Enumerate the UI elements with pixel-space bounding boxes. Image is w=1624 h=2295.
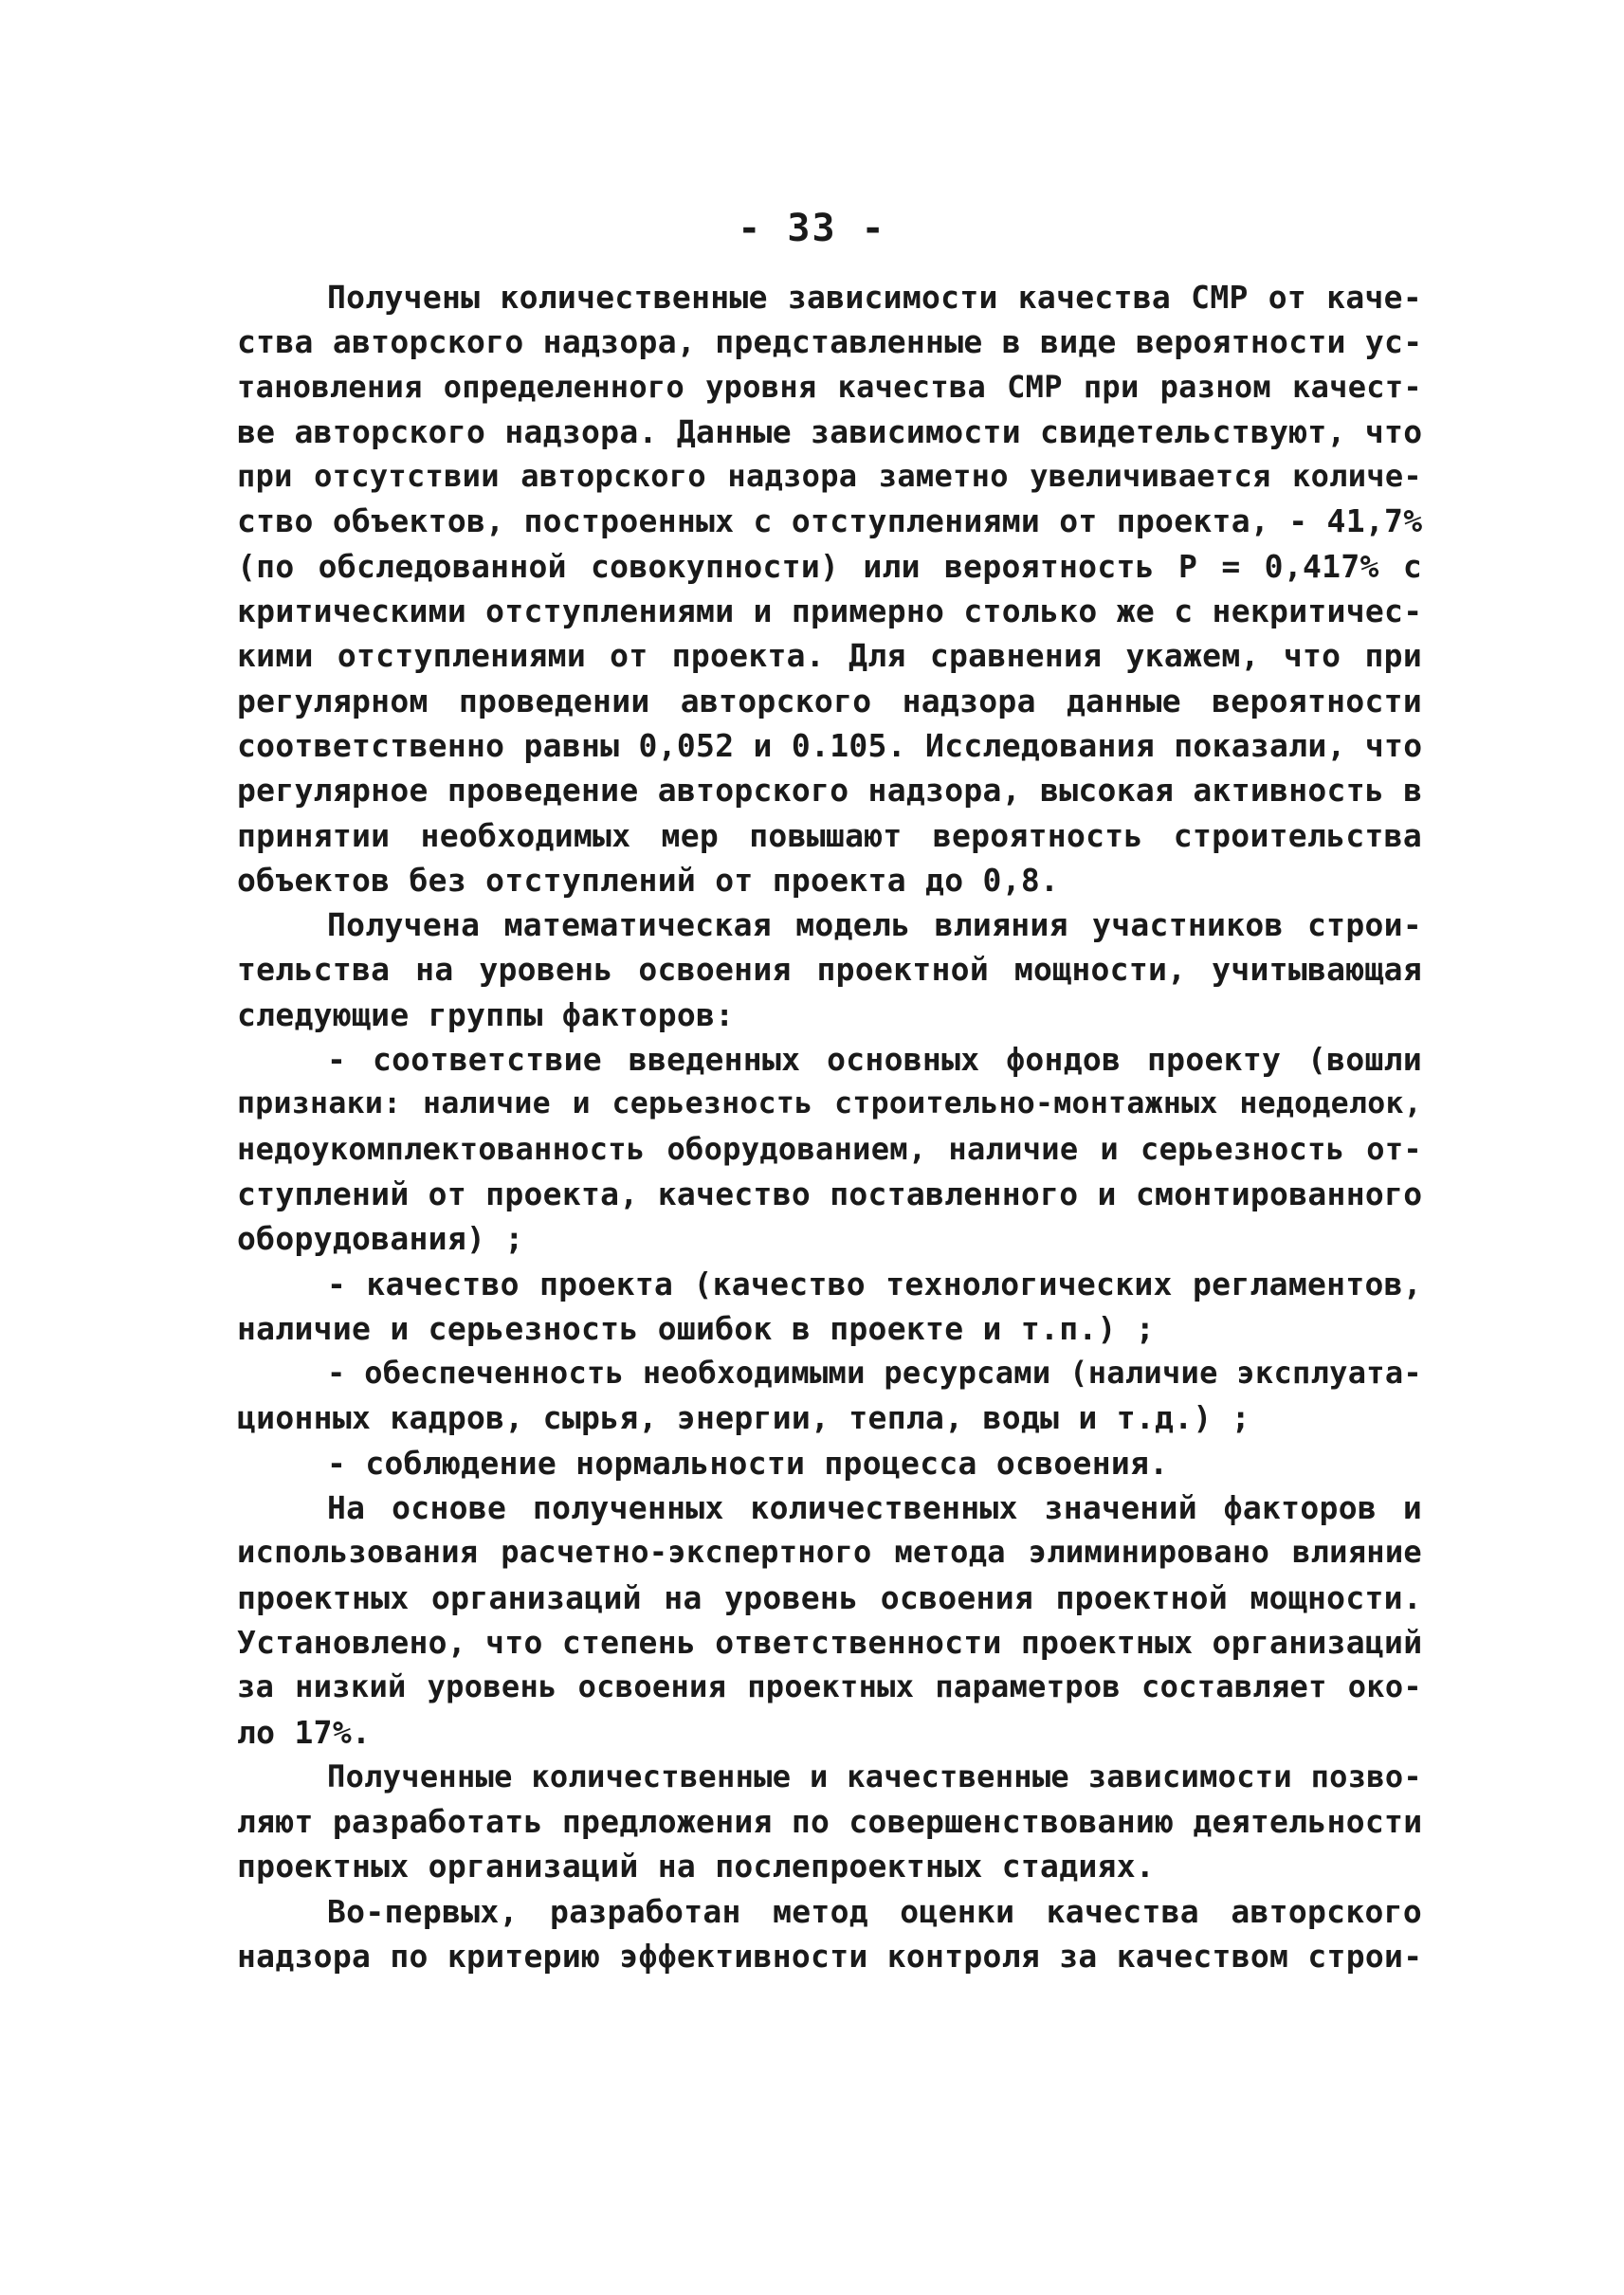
text-line: ве авторского надзора. Данные зависимости свидетельствуют, что bbox=[237, 412, 1423, 450]
text-line: ство объектов, построенных с отступлениями от проекта, - 41,7% bbox=[237, 502, 1423, 540]
text-line: наличие и серьезность ошибок в проекте и т.п.) ; bbox=[237, 1309, 1156, 1347]
text-line: критическими отступлениями и примерно столько же с некритичес- bbox=[237, 592, 1423, 630]
text-line: Получены количественные зависимости качества СМР от каче- bbox=[327, 279, 1422, 316]
text-line: - обеспеченность необходимыми ресурсами (наличие эксплуата- bbox=[327, 1355, 1422, 1392]
text-line: Полученные количественные и качественные зависимости позво- bbox=[327, 1758, 1422, 1794]
text-line: недоукомплектованность оборудованием, наличие и серьезность от- bbox=[237, 1130, 1422, 1167]
text-line: соответственно равны 0,052 и 0.105. Исследования показали, что bbox=[237, 726, 1423, 764]
text-line: кими отступлениями от проекта. Для сравнения укажем, что при bbox=[237, 637, 1422, 675]
body-text bbox=[237, 275, 1422, 1978]
text-line: - соответствие введенных основных фондов проекту (вошли bbox=[327, 1041, 1422, 1079]
page-number: - 33 - bbox=[738, 207, 886, 250]
text-line: Во-первых, разработан метод оценки качества авторского bbox=[327, 1892, 1422, 1930]
text-line: ло 17%. bbox=[237, 1713, 372, 1751]
text-line: Получена математическая модель влияния участников строи- bbox=[327, 906, 1422, 944]
text-line: надзора по критерию эффективности контроля за качеством строи- bbox=[237, 1937, 1423, 1975]
text-line: тельства на уровень освоения проектной мощности, учитывающая bbox=[237, 951, 1422, 989]
text-line: регулярном проведении авторского надзора данные вероятности bbox=[237, 682, 1422, 719]
text-line: - соблюдение нормальности процесса освоения. bbox=[327, 1444, 1169, 1482]
text-line: проектных организаций на уровень освоения проектной мощности. bbox=[237, 1578, 1422, 1616]
text-line: ляют разработать предложения по совершенствованию деятельности bbox=[237, 1803, 1423, 1841]
text-line: при отсутствии авторского надзора заметно увеличивается количе- bbox=[237, 458, 1422, 495]
text-line: оборудования) ; bbox=[237, 1220, 524, 1258]
text-line: принятии необходимых мер повышают вероятность строительства bbox=[237, 816, 1422, 854]
text-line: ступлений от проекта, качество поставленного и смонтированного bbox=[237, 1175, 1423, 1212]
text-line: ционных кадров, сырья, энергии, тепла, воды и т.д.) ; bbox=[237, 1399, 1250, 1437]
text-line: за низкий уровень освоения проектных параметров составляет око- bbox=[237, 1668, 1422, 1705]
text-line: На основе полученных количественных значений факторов и bbox=[327, 1489, 1422, 1527]
text-line: регулярное проведение авторского надзора, высокая активность в bbox=[237, 772, 1423, 810]
text-line: признаки: наличие и серьезность строительно-монтажных недоделок, bbox=[237, 1086, 1422, 1121]
text-line: объектов без отступлений от проекта до 0,8. bbox=[237, 861, 1060, 899]
text-line: следующие группы факторов: bbox=[237, 995, 735, 1033]
text-line: ства авторского надзора, представленные в виде вероятности ус- bbox=[237, 323, 1423, 361]
text-line: использования расчетно-экспертного метода элиминировано влияние bbox=[237, 1534, 1422, 1571]
text-line: тановления определенного уровня качества СМР при разном качест- bbox=[237, 368, 1422, 405]
text-line: - качество проекта (качество технологических регламентов, bbox=[327, 1265, 1422, 1302]
text-line: (по обследованной совокупности) или вероятность Р = 0,417% с bbox=[237, 547, 1422, 585]
text-line: Установлено, что степень ответственности проектных организаций bbox=[237, 1623, 1423, 1661]
text-line: проектных организаций на послепроектных стадиях. bbox=[237, 1848, 1156, 1885]
